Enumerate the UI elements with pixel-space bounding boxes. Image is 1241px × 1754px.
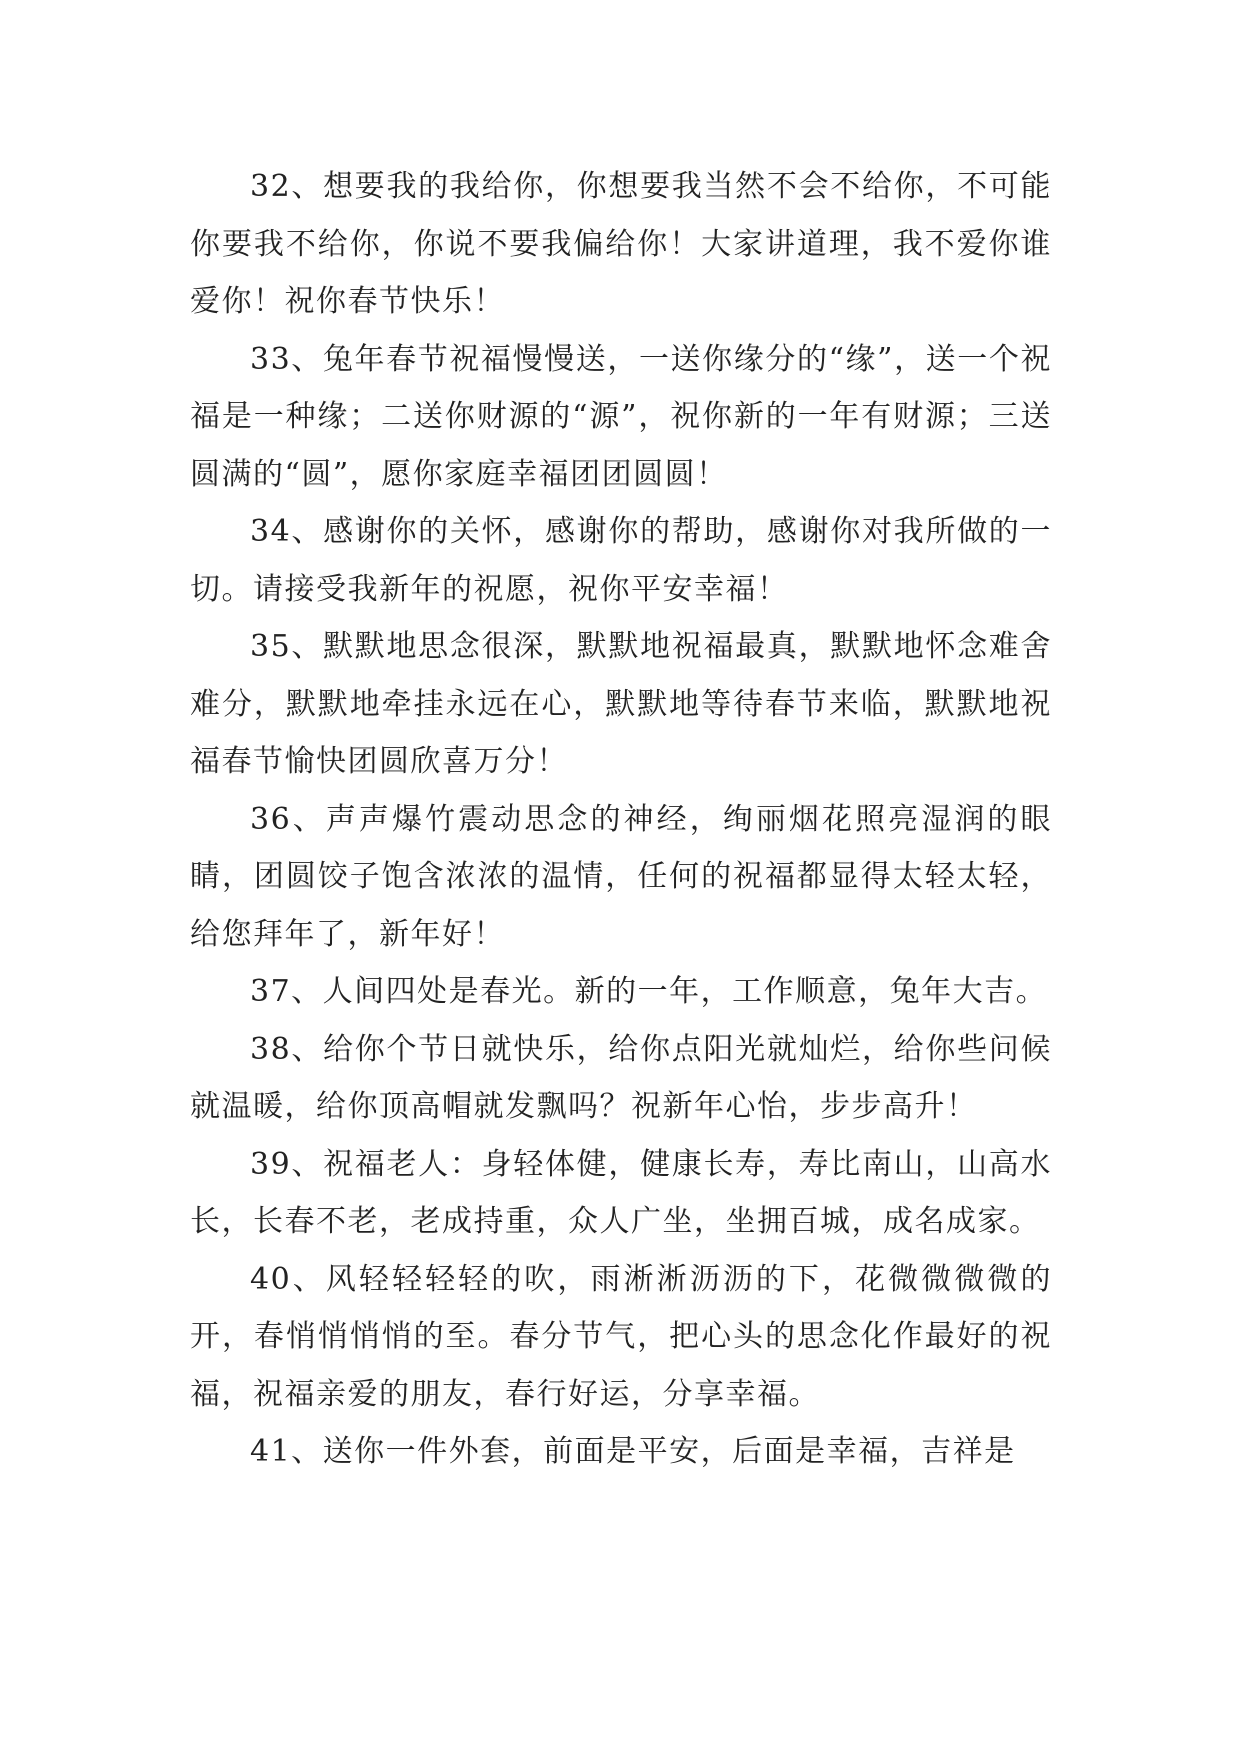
document-body: [190, 158, 1052, 1481]
paragraph-34: 34、感谢你的关怀，感谢你的帮助，感谢你对我所做的一切。请接受我新年的祝愿，祝你平安幸福！: [190, 514, 1052, 607]
paragraph-37: 37、人间四处是春光。新的一年，工作顺意，兔年大吉。: [250, 974, 1048, 1009]
paragraph-35: 35、默默地思念很深，默默地祝福最真，默默地怀念难舍难分，默默地牵挂永远在心，默默地等待春节来临，默默地祝福春节愉快团圆欣喜万分！: [190, 629, 1052, 779]
paragraph-36: 36、声声爆竹震动思念的神经，绚丽烟花照亮湿润的眼睛，团圆饺子饱含浓浓的温情，任何的祝福都显得太轻太轻，给您拜年了，新年好！: [190, 801, 1052, 952]
paragraph-32: 32、想要我的我给你，你想要我当然不会不给你，不可能你要我不给你，你说不要我偏给你！大家讲道理，我不爱你谁爱你！祝你春节快乐！: [190, 169, 1052, 319]
paragraph-40: 40、风轻轻轻轻的吹，雨淅淅沥沥的下，花微微微微的开，春悄悄悄悄的至。春分节气，把心头的思念化作最好的祝福，祝福亲爱的朋友，春行好运，分享幸福。: [190, 1261, 1052, 1412]
paragraph-33: 33、兔年春节祝福慢慢送，一送你缘分的“缘”，送一个祝福是一种缘；二送你财源的“源”，祝你新的一年有财源；三送圆满的“圆”，愿你家庭幸福团团圆圆！: [190, 341, 1052, 492]
paragraph-41: 41、送你一件外套，前面是平安，后面是幸福，吉祥是: [250, 1434, 1016, 1469]
paragraph-38: 38、给你个节日就快乐，给你点阳光就灿烂，给你些问候就温暖，给你顶高帽就发飘吗？祝新年心怡，步步高升！: [190, 1031, 1052, 1124]
paragraph-39: 39、祝福老人：身轻体健，健康长寿，寿比南山，山高水长，长春不老，老成持重，众人广坐，坐拥百城，成名成家。: [190, 1146, 1052, 1239]
